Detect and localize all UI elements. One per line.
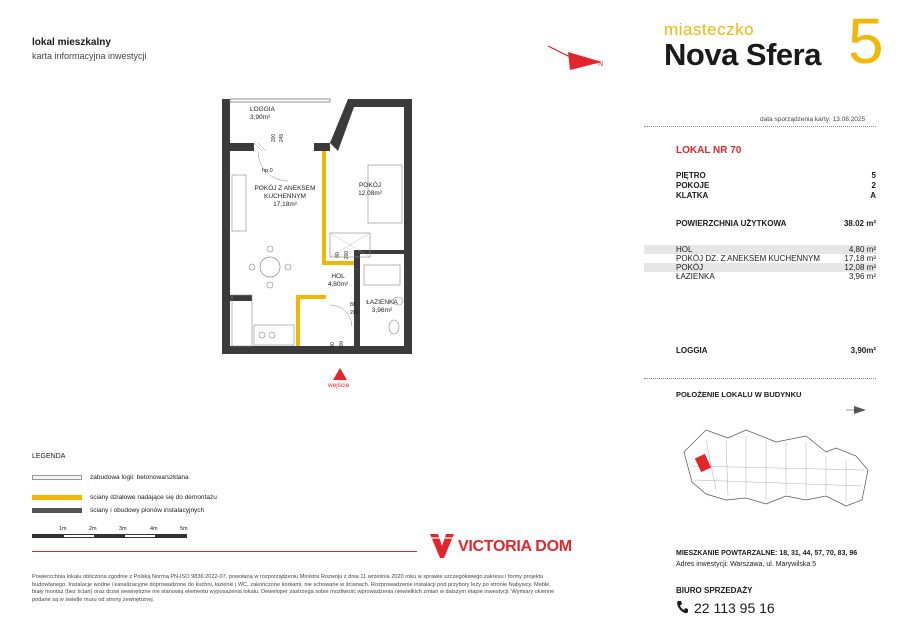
address: Adres inwestycji: Warszawa, ul. Marywilska 5 [676,561,817,568]
svg-text:N: N [598,61,604,68]
room-row: POKÓJ DZ. Z ANEKSEM KUCHENNYM 17,18 m² [676,254,876,263]
plan-dim: 245 [279,133,286,143]
sales-title: BIURO SPRZEDAŻY [676,586,753,595]
field-stair: KLATKA A [676,191,876,200]
room-row: POKÓJ 12,08 m² [644,263,876,272]
plan-dim: 80 [350,302,356,308]
legend-title: LEGENDA [32,453,66,460]
field-floor: PIĘTRO 5 [676,171,876,180]
repeated-units: MIESZKANIE POWTARZALNE: 18, 31, 44, 57, 70, 83, 96 [676,550,858,557]
scale-label: 2m [89,526,97,532]
divider-top [644,126,876,127]
legend-item: ściany i obudowy pionów instalacyjnych [32,507,204,514]
field-loggia: LOGGIA 3,90m² [676,346,876,355]
document-subtitle: karta informacyjna inwestycji [32,51,147,61]
brand-line1: miasteczko [664,20,755,39]
plan-dim: 200 [350,310,359,316]
room-row: ŁAZIENKA 3,96 m² [676,272,876,281]
brand-number: 5 [848,5,884,77]
plan-label-room: POKÓJ 12,08m² [358,182,382,197]
scale-label: 1m [59,526,67,532]
scale-label: 3m [119,526,127,532]
entrance-arrow-icon [333,368,347,380]
field-rooms: POKOJE 2 [676,181,876,190]
sales-phone[interactable]: 22 113 95 16 [694,600,775,616]
location-title: POŁOŻENIE LOKALU W BUDYNKU [676,390,802,399]
scale-label: 4m [150,526,158,532]
floor-plan [218,95,418,360]
developer-logo-icon [428,530,456,560]
room-row: HOL 4,80 m² [644,245,876,254]
phone-icon [676,600,688,614]
plan-label-loggia: LOGGIA 3,90m² [250,106,275,121]
scale-label: 5m [180,526,188,532]
unit-title: LOKAL NR 70 [676,145,742,156]
plan-dim: 200 [339,340,346,350]
field-area: POWIERZCHNIA UŻYTKOWA 38.02 m² [676,219,876,228]
divider-mid [644,378,876,379]
document-title: lokal mieszkalny [32,37,111,48]
brand-line2: Nova Sfera [664,37,821,72]
plan-dim: 200 [344,250,351,260]
developer-name: VICTORIA DOM [458,538,572,555]
brand-logo [664,20,821,73]
scale-bar [32,534,187,538]
plan-label-hp: hp 0 [262,168,273,174]
plan-dim: 80 [334,252,341,258]
legend-item: ściany działowe nadające się do demontażu [32,494,217,501]
plan-dim: 200 [271,133,278,143]
plan-label-living: POKÓJ Z ANEKSEM KUCHENNYM 17,18m² [254,185,316,208]
building-key-plan [676,400,876,540]
disclaimer: Powierzchnia lokalu obliczona zgodnie z Polską Normą PN-ISO 9836:2022-07, powołaną w rozporządzeniu Ministra Rozwoju z dnia 11 września 2020 roku w sprawie szczegółowego zakresu i formy projektu budowlanego. Instalacje wodne i kanalizacyjne doprowadzone do kuchni, łazienki i WC, zakończone korkami, nie schowane w ścianach. Rozprowadzenie instalacji pod przybory leży po stronie Nabywcy. Meble, biały montaż (bez ścian) oraz drzwi wewnętrzne nie stanowią elementu wyposażenia lokalu. Deweloper zastrzega sobie możliwość wprowadzenia niewielkich zmian w dalszym etapie inwestycji. Wymiary okienne podane są w świetle muru od strony zewnętrznej. [32,574,555,603]
plan-label-hall: HOL 4,80m² [327,273,349,288]
plan-label-bath: ŁAZIENKA 3,96m² [366,299,398,314]
compass-icon [540,40,610,76]
red-divider [32,551,417,552]
plan-dim: 90 [329,342,336,348]
legend-item: zabudowa logii: betonowa/szklana [32,474,189,481]
entrance-label: wejście [328,382,350,389]
date-label: data sporządzenia karty: 13.08.2025 [760,116,866,123]
